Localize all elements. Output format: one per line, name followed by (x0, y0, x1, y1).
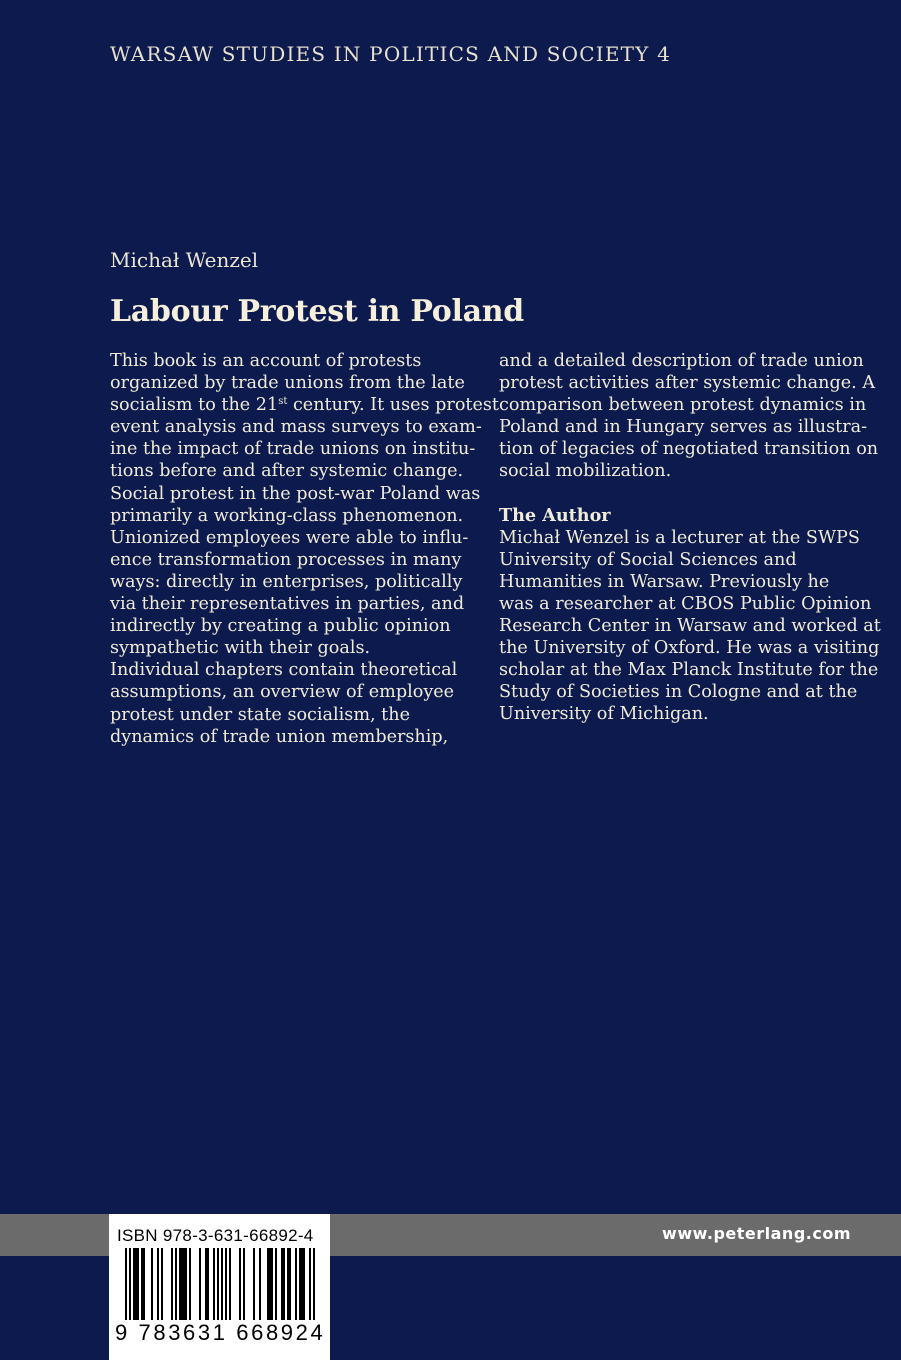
barcode-bar (281, 1248, 283, 1322)
author-bio-line: University of Michigan. (499, 704, 709, 725)
author-heading: The Author (499, 504, 611, 526)
barcode-bar (295, 1248, 297, 1322)
blurb-line: Unionized employees were able to influ- (110, 527, 469, 548)
barcode-bar (253, 1248, 255, 1322)
barcode-bar (269, 1248, 271, 1322)
barcode-bar (287, 1248, 289, 1322)
blurb-line: tion of legacies of negotiated transition on (499, 439, 879, 460)
blurb-line: social mobilization. (499, 461, 672, 482)
series-title: WARSAW STUDIES IN POLITICS AND SOCIETY 4 (110, 42, 672, 66)
barcode-bar (299, 1248, 301, 1322)
barcode-bar (141, 1248, 143, 1322)
blurb-line: ine the impact of trade unions on institu- (110, 439, 476, 460)
blurb-line: comparison between protest dynamics in (499, 395, 867, 416)
isbn-label: ISBN 978-3-631-66892-4 (117, 1226, 314, 1245)
blurb-line: protest activities after systemic change. A (499, 373, 876, 394)
blurb-line: Poland and in Hungary serves as illustra- (499, 417, 868, 438)
barcode-bar (133, 1248, 135, 1322)
publisher-website[interactable]: www.peterlang.com (662, 1224, 851, 1243)
barcode-bar (161, 1248, 163, 1322)
barcode-bar (289, 1248, 291, 1322)
blurb-line: Individual chapters contain theoretical (110, 660, 458, 681)
author-bio-line: Study of Societies in Cologne and at the (499, 682, 858, 703)
barcode-bar (275, 1248, 277, 1322)
barcode-bar (239, 1248, 241, 1322)
barcode-bar (267, 1248, 269, 1322)
blurb-line: assumptions, an overview of employee (110, 682, 455, 703)
barcode-bar (243, 1248, 245, 1322)
barcode-bar (157, 1248, 159, 1322)
blurb-line: tions before and after systemic change. (110, 461, 464, 482)
blurb-line: ways: directly in enterprises, politically (110, 571, 463, 592)
blurb-line-century: socialism to the 21st century. It uses protest (110, 395, 499, 416)
author-bio-line: Research Center in Warsaw and worked at (499, 616, 881, 637)
author-bio-line: Humanities in Warsaw. Previously he (499, 571, 830, 592)
isbn-barcode-box (109, 1214, 330, 1360)
barcode-bar (179, 1248, 181, 1322)
barcode-bar (143, 1248, 145, 1322)
blurb-line: organized by trade unions from the late (110, 373, 465, 394)
barcode-bar (151, 1248, 153, 1322)
blurb-line: Social protest in the post-war Poland was (110, 483, 481, 504)
barcode-bar (199, 1248, 201, 1322)
barcode-bar (225, 1248, 227, 1322)
blurb-left-column (110, 350, 499, 748)
barcode-bar (137, 1248, 139, 1322)
barcode-bar (207, 1248, 209, 1322)
barcode-bar (189, 1248, 191, 1322)
barcode-bar (229, 1248, 231, 1322)
barcode-bar (183, 1248, 185, 1322)
barcode-bar (135, 1248, 137, 1322)
blurb-line: sympathetic with their goals. (110, 638, 371, 659)
blurb-line: protest under state socialism, the (110, 704, 410, 725)
author-bio-line: University of Social Sciences and (499, 549, 797, 570)
author-bio-line: scholar at the Max Planck Institute for the (499, 660, 879, 681)
blurb-line: indirectly by creating a public opinion (110, 616, 451, 637)
blurb-line: dynamics of trade union membership, (110, 726, 449, 747)
author-bio-line: the University of Oxford. He was a visiting (499, 638, 880, 659)
author-bio-line: was a researcher at CBOS Public Opinion (499, 593, 872, 614)
barcode-bar (171, 1248, 173, 1322)
blurb-line: This book is an account of protests (110, 351, 422, 371)
barcode-bar (175, 1248, 177, 1322)
barcode-bar (181, 1248, 183, 1322)
author-bio-line: Michał Wenzel is a lecturer at the SWPS (499, 527, 860, 548)
barcode-bar (301, 1248, 303, 1322)
barcode-bar (259, 1248, 261, 1322)
blurb-line: via their representatives in parties, and (110, 594, 465, 615)
author-name: Michał Wenzel (110, 248, 259, 272)
barcode-digits: 9 783631 668924 (115, 1320, 326, 1345)
barcode-bar (283, 1248, 285, 1322)
barcode-bar (185, 1248, 187, 1322)
blurb-line: and a detailed description of trade union (499, 351, 864, 371)
barcode-bar (271, 1248, 273, 1322)
blurb-line: event analysis and mass surveys to exam- (110, 417, 482, 438)
barcode-bar (303, 1248, 305, 1322)
barcode-bar (213, 1248, 215, 1322)
blurb-line: primarily a working-class phenomenon. (110, 505, 464, 526)
book-title: Labour Protest in Poland (110, 294, 524, 329)
barcode-bar (205, 1248, 207, 1322)
blurb-right-column (499, 350, 881, 726)
blurb-line: ence transformation processes in many (110, 549, 462, 570)
